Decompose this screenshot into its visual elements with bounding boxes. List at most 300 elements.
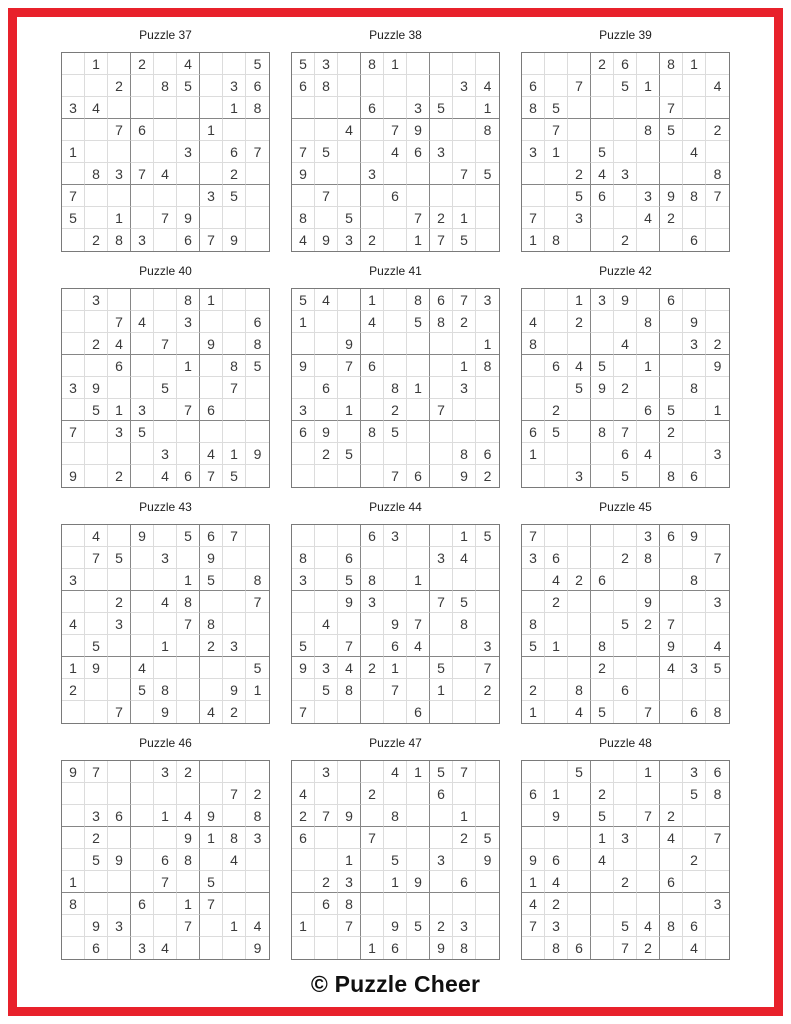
sudoku-cell: 4 [177, 53, 200, 75]
sudoku-cell [338, 141, 361, 163]
sudoku-cell [246, 377, 269, 399]
sudoku-cell [660, 783, 683, 805]
sudoku-cell: 1 [338, 399, 361, 421]
sudoku-cell [407, 937, 430, 959]
sudoku-cell [591, 311, 614, 333]
sudoku-cell: 6 [614, 679, 637, 701]
sudoku-cell: 2 [453, 311, 476, 333]
sudoku-cell: 2 [453, 827, 476, 849]
sudoku-cell: 5 [108, 547, 131, 569]
sudoku-cell [177, 443, 200, 465]
sudoku-cell: 9 [85, 377, 108, 399]
sudoku-cell [476, 547, 499, 569]
sudoku-cell [62, 311, 85, 333]
sudoku-cell: 4 [154, 591, 177, 613]
sudoku-cell: 8 [660, 53, 683, 75]
sudoku-cell: 7 [361, 827, 384, 849]
sudoku-cell: 1 [154, 805, 177, 827]
sudoku-cell [361, 399, 384, 421]
sudoku-cell: 4 [384, 761, 407, 783]
sudoku-cell: 5 [430, 97, 453, 119]
sudoku-cell [660, 311, 683, 333]
sudoku-cell: 7 [338, 915, 361, 937]
sudoku-grid [521, 760, 730, 960]
sudoku-cell: 8 [660, 915, 683, 937]
sudoku-cell [476, 569, 499, 591]
sudoku-cell [706, 613, 729, 635]
sudoku-cell: 5 [568, 377, 591, 399]
sudoku-cell [200, 937, 223, 959]
sudoku-cell [223, 289, 246, 311]
sudoku-cell: 6 [361, 97, 384, 119]
sudoku-cell: 1 [453, 207, 476, 229]
sudoku-cell: 6 [108, 805, 131, 827]
sudoku-cell: 5 [545, 421, 568, 443]
sudoku-cell: 6 [315, 893, 338, 915]
sudoku-cell [660, 849, 683, 871]
sudoku-cell [108, 97, 131, 119]
sudoku-cell [430, 119, 453, 141]
sudoku-cell [522, 377, 545, 399]
sudoku-cell [706, 937, 729, 959]
sudoku-cell: 4 [591, 163, 614, 185]
sudoku-cell: 4 [522, 893, 545, 915]
puzzle-block [291, 736, 500, 960]
sudoku-cell [683, 613, 706, 635]
sudoku-cell [62, 635, 85, 657]
sudoku-cell [246, 893, 269, 915]
sudoku-cell [453, 657, 476, 679]
sudoku-cell: 7 [85, 761, 108, 783]
sudoku-cell [361, 635, 384, 657]
sudoku-cell: 2 [568, 311, 591, 333]
sudoku-cell: 4 [177, 805, 200, 827]
sudoku-cell [108, 871, 131, 893]
sudoku-cell [154, 613, 177, 635]
sudoku-cell [522, 289, 545, 311]
sudoku-cell: 9 [108, 849, 131, 871]
sudoku-cell [131, 289, 154, 311]
sudoku-cell [522, 591, 545, 613]
sudoku-cell: 1 [545, 783, 568, 805]
sudoku-cell: 3 [62, 569, 85, 591]
sudoku-cell [407, 163, 430, 185]
sudoku-cell: 5 [591, 805, 614, 827]
sudoku-cell: 6 [200, 525, 223, 547]
sudoku-cell: 9 [683, 311, 706, 333]
sudoku-cell: 2 [476, 679, 499, 701]
sudoku-cell [637, 871, 660, 893]
sudoku-cell: 6 [545, 849, 568, 871]
sudoku-cell: 2 [177, 761, 200, 783]
sudoku-cell: 7 [108, 701, 131, 723]
sudoku-cell: 7 [453, 289, 476, 311]
sudoku-cell: 6 [407, 701, 430, 723]
sudoku-cell: 7 [62, 421, 85, 443]
sudoku-cell [361, 547, 384, 569]
sudoku-cell [430, 613, 453, 635]
sudoku-cell [315, 701, 338, 723]
sudoku-cell: 4 [85, 97, 108, 119]
sudoku-cell: 9 [683, 525, 706, 547]
sudoku-cell [614, 701, 637, 723]
sudoku-cell [338, 525, 361, 547]
sudoku-cell: 3 [706, 443, 729, 465]
sudoku-cell [177, 783, 200, 805]
sudoku-cell [706, 311, 729, 333]
sudoku-cell [545, 827, 568, 849]
sudoku-cell [361, 761, 384, 783]
sudoku-cell: 8 [361, 421, 384, 443]
sudoku-cell [522, 163, 545, 185]
sudoku-cell: 8 [177, 849, 200, 871]
sudoku-cell: 5 [430, 761, 453, 783]
sudoku-cell: 7 [706, 185, 729, 207]
sudoku-cell [223, 399, 246, 421]
sudoku-cell [131, 465, 154, 487]
sudoku-cell [338, 53, 361, 75]
puzzle-title: Puzzle 43 [139, 500, 192, 514]
sudoku-cell: 1 [62, 141, 85, 163]
sudoku-cell [131, 443, 154, 465]
sudoku-cell: 6 [246, 311, 269, 333]
sudoku-cell [476, 591, 499, 613]
sudoku-cell: 9 [706, 355, 729, 377]
sudoku-cell: 7 [292, 141, 315, 163]
sudoku-cell: 1 [108, 207, 131, 229]
sudoku-cell [591, 333, 614, 355]
sudoku-cell [200, 849, 223, 871]
sudoku-cell: 6 [591, 569, 614, 591]
sudoku-cell [223, 207, 246, 229]
sudoku-cell: 4 [85, 525, 108, 547]
sudoku-cell: 2 [614, 229, 637, 251]
sudoku-cell: 5 [154, 377, 177, 399]
sudoku-cell: 2 [85, 827, 108, 849]
sudoku-cell: 8 [361, 53, 384, 75]
sudoku-cell: 1 [476, 333, 499, 355]
puzzle-title: Puzzle 46 [139, 736, 192, 750]
sudoku-cell: 6 [384, 635, 407, 657]
page-content [0, 28, 791, 998]
sudoku-cell [476, 399, 499, 421]
sudoku-cell [361, 805, 384, 827]
sudoku-cell [545, 289, 568, 311]
sudoku-cell: 6 [292, 75, 315, 97]
sudoku-cell [614, 635, 637, 657]
sudoku-cell: 7 [660, 97, 683, 119]
sudoku-cell [660, 701, 683, 723]
sudoku-cell [614, 207, 637, 229]
sudoku-cell: 9 [292, 355, 315, 377]
sudoku-cell [384, 783, 407, 805]
sudoku-cell [568, 591, 591, 613]
sudoku-cell [292, 871, 315, 893]
sudoku-cell: 3 [131, 399, 154, 421]
sudoku-cell: 3 [200, 185, 223, 207]
sudoku-cell: 8 [476, 355, 499, 377]
sudoku-cell [384, 207, 407, 229]
sudoku-cell [338, 377, 361, 399]
sudoku-cell: 7 [223, 377, 246, 399]
sudoku-cell: 3 [315, 761, 338, 783]
sudoku-cell [131, 871, 154, 893]
sudoku-cell [453, 399, 476, 421]
sudoku-cell: 2 [545, 399, 568, 421]
sudoku-cell [315, 333, 338, 355]
sudoku-cell [361, 679, 384, 701]
sudoku-cell: 2 [131, 53, 154, 75]
sudoku-cell: 4 [223, 849, 246, 871]
sudoku-cell [683, 591, 706, 613]
sudoku-cell: 3 [476, 635, 499, 657]
sudoku-cell: 3 [315, 53, 338, 75]
sudoku-cell [384, 701, 407, 723]
sudoku-cell [591, 97, 614, 119]
sudoku-cell [384, 333, 407, 355]
puzzle-title: Puzzle 40 [139, 264, 192, 278]
sudoku-cell: 1 [361, 289, 384, 311]
sudoku-cell: 3 [361, 591, 384, 613]
sudoku-cell: 4 [108, 333, 131, 355]
sudoku-cell: 6 [545, 547, 568, 569]
sudoku-cell [200, 355, 223, 377]
sudoku-cell [706, 377, 729, 399]
sudoku-cell [131, 849, 154, 871]
sudoku-cell: 7 [706, 827, 729, 849]
sudoku-cell: 2 [568, 569, 591, 591]
sudoku-cell: 4 [683, 937, 706, 959]
sudoku-cell: 5 [384, 421, 407, 443]
sudoku-cell [706, 97, 729, 119]
sudoku-cell [361, 893, 384, 915]
sudoku-cell [131, 333, 154, 355]
sudoku-cell: 6 [177, 465, 200, 487]
sudoku-cell: 3 [177, 311, 200, 333]
puzzle-title: Puzzle 48 [599, 736, 652, 750]
sudoku-cell: 1 [407, 229, 430, 251]
sudoku-cell [223, 569, 246, 591]
sudoku-cell: 6 [614, 53, 637, 75]
sudoku-cell [154, 53, 177, 75]
sudoku-cell [108, 827, 131, 849]
sudoku-cell: 2 [591, 53, 614, 75]
sudoku-cell: 7 [430, 229, 453, 251]
sudoku-cell [614, 783, 637, 805]
sudoku-cell [85, 119, 108, 141]
sudoku-cell [338, 289, 361, 311]
sudoku-cell: 1 [545, 141, 568, 163]
sudoku-cell [407, 827, 430, 849]
sudoku-cell: 1 [706, 399, 729, 421]
puzzle-block [291, 264, 500, 488]
sudoku-cell: 3 [637, 185, 660, 207]
sudoku-cell: 9 [177, 827, 200, 849]
puzzle-title: Puzzle 44 [369, 500, 422, 514]
sudoku-cell: 1 [361, 937, 384, 959]
sudoku-cell [430, 569, 453, 591]
sudoku-cell: 4 [246, 915, 269, 937]
sudoku-cell: 2 [683, 849, 706, 871]
sudoku-cell [706, 141, 729, 163]
sudoku-cell [683, 75, 706, 97]
sudoku-cell: 1 [476, 97, 499, 119]
sudoku-cell [568, 141, 591, 163]
sudoku-cell [315, 163, 338, 185]
sudoku-cell [361, 185, 384, 207]
sudoku-cell: 3 [522, 141, 545, 163]
sudoku-cell [430, 377, 453, 399]
sudoku-cell [223, 421, 246, 443]
sudoku-cell: 6 [154, 849, 177, 871]
sudoku-cell: 3 [154, 443, 177, 465]
sudoku-cell [522, 657, 545, 679]
puzzle-block [61, 28, 270, 252]
sudoku-cell: 9 [476, 849, 499, 871]
sudoku-cell [568, 525, 591, 547]
sudoku-cell [522, 805, 545, 827]
sudoku-cell [62, 355, 85, 377]
sudoku-cell [62, 289, 85, 311]
sudoku-cell [545, 761, 568, 783]
sudoku-cell: 3 [476, 289, 499, 311]
sudoku-grid [291, 288, 500, 488]
sudoku-cell [62, 399, 85, 421]
sudoku-cell [315, 915, 338, 937]
sudoku-cell [453, 635, 476, 657]
sudoku-cell: 1 [568, 289, 591, 311]
sudoku-cell: 9 [223, 229, 246, 251]
sudoku-cell [430, 465, 453, 487]
sudoku-cell [407, 399, 430, 421]
sudoku-cell: 9 [407, 871, 430, 893]
sudoku-cell [131, 613, 154, 635]
sudoku-cell: 6 [683, 465, 706, 487]
sudoku-cell: 1 [223, 915, 246, 937]
sudoku-cell: 5 [131, 679, 154, 701]
sudoku-cell: 6 [246, 75, 269, 97]
sudoku-cell: 7 [154, 871, 177, 893]
sudoku-cell: 8 [246, 333, 269, 355]
sudoku-cell: 1 [407, 569, 430, 591]
sudoku-cell: 5 [476, 525, 499, 547]
sudoku-cell [453, 893, 476, 915]
sudoku-cell: 7 [614, 937, 637, 959]
sudoku-cell: 6 [384, 937, 407, 959]
sudoku-cell: 2 [85, 333, 108, 355]
sudoku-cell [614, 97, 637, 119]
sudoku-cell [545, 613, 568, 635]
sudoku-cell [154, 657, 177, 679]
sudoku-cell [246, 229, 269, 251]
sudoku-cell [108, 443, 131, 465]
sudoku-cell [246, 635, 269, 657]
sudoku-cell [315, 783, 338, 805]
sudoku-cell: 7 [637, 701, 660, 723]
sudoku-cell: 3 [430, 547, 453, 569]
sudoku-cell: 7 [637, 805, 660, 827]
sudoku-cell: 9 [338, 591, 361, 613]
sudoku-cell [62, 701, 85, 723]
sudoku-cell: 1 [384, 871, 407, 893]
sudoku-cell: 5 [614, 465, 637, 487]
sudoku-cell: 3 [85, 289, 108, 311]
sudoku-cell: 2 [384, 399, 407, 421]
sudoku-cell: 6 [315, 377, 338, 399]
sudoku-cell: 3 [223, 635, 246, 657]
sudoku-cell: 9 [453, 465, 476, 487]
sudoku-cell: 6 [407, 141, 430, 163]
sudoku-cell: 1 [522, 443, 545, 465]
sudoku-cell [315, 97, 338, 119]
sudoku-cell [637, 465, 660, 487]
sudoku-cell: 8 [706, 163, 729, 185]
sudoku-cell [292, 119, 315, 141]
sudoku-cell [568, 657, 591, 679]
sudoku-cell: 9 [200, 547, 223, 569]
sudoku-cell [407, 547, 430, 569]
sudoku-cell: 9 [614, 289, 637, 311]
sudoku-cell [522, 761, 545, 783]
sudoku-cell [315, 569, 338, 591]
sudoku-cell [361, 443, 384, 465]
sudoku-cell [683, 289, 706, 311]
sudoku-cell: 6 [614, 443, 637, 465]
sudoku-cell: 4 [706, 75, 729, 97]
sudoku-cell [706, 525, 729, 547]
sudoku-cell [683, 635, 706, 657]
sudoku-cell [338, 761, 361, 783]
sudoku-cell: 1 [154, 635, 177, 657]
sudoku-cell: 8 [453, 937, 476, 959]
sudoku-cell: 1 [177, 569, 200, 591]
sudoku-cell: 2 [361, 783, 384, 805]
sudoku-cell: 9 [200, 333, 223, 355]
sudoku-cell [177, 97, 200, 119]
sudoku-cell: 1 [637, 355, 660, 377]
sudoku-cell [545, 163, 568, 185]
puzzle-block [521, 28, 730, 252]
sudoku-cell: 9 [384, 915, 407, 937]
sudoku-cell: 6 [683, 701, 706, 723]
sudoku-cell: 9 [200, 805, 223, 827]
sudoku-cell: 7 [453, 761, 476, 783]
sudoku-cell: 4 [476, 75, 499, 97]
sudoku-cell [361, 141, 384, 163]
sudoku-cell [108, 569, 131, 591]
puzzle-block [291, 500, 500, 724]
sudoku-cell [706, 289, 729, 311]
sudoku-cell: 5 [683, 783, 706, 805]
sudoku-cell [706, 679, 729, 701]
sudoku-cell [384, 289, 407, 311]
sudoku-cell: 1 [407, 377, 430, 399]
sudoku-cell [62, 525, 85, 547]
sudoku-cell [568, 915, 591, 937]
sudoku-cell [637, 289, 660, 311]
sudoku-cell: 1 [407, 761, 430, 783]
sudoku-cell [476, 185, 499, 207]
sudoku-cell [85, 569, 108, 591]
sudoku-cell: 5 [85, 635, 108, 657]
sudoku-cell [292, 761, 315, 783]
sudoku-cell: 6 [292, 421, 315, 443]
sudoku-cell [131, 355, 154, 377]
sudoku-cell: 9 [384, 613, 407, 635]
sudoku-cell: 4 [315, 613, 338, 635]
sudoku-cell: 3 [361, 163, 384, 185]
sudoku-cell [660, 591, 683, 613]
